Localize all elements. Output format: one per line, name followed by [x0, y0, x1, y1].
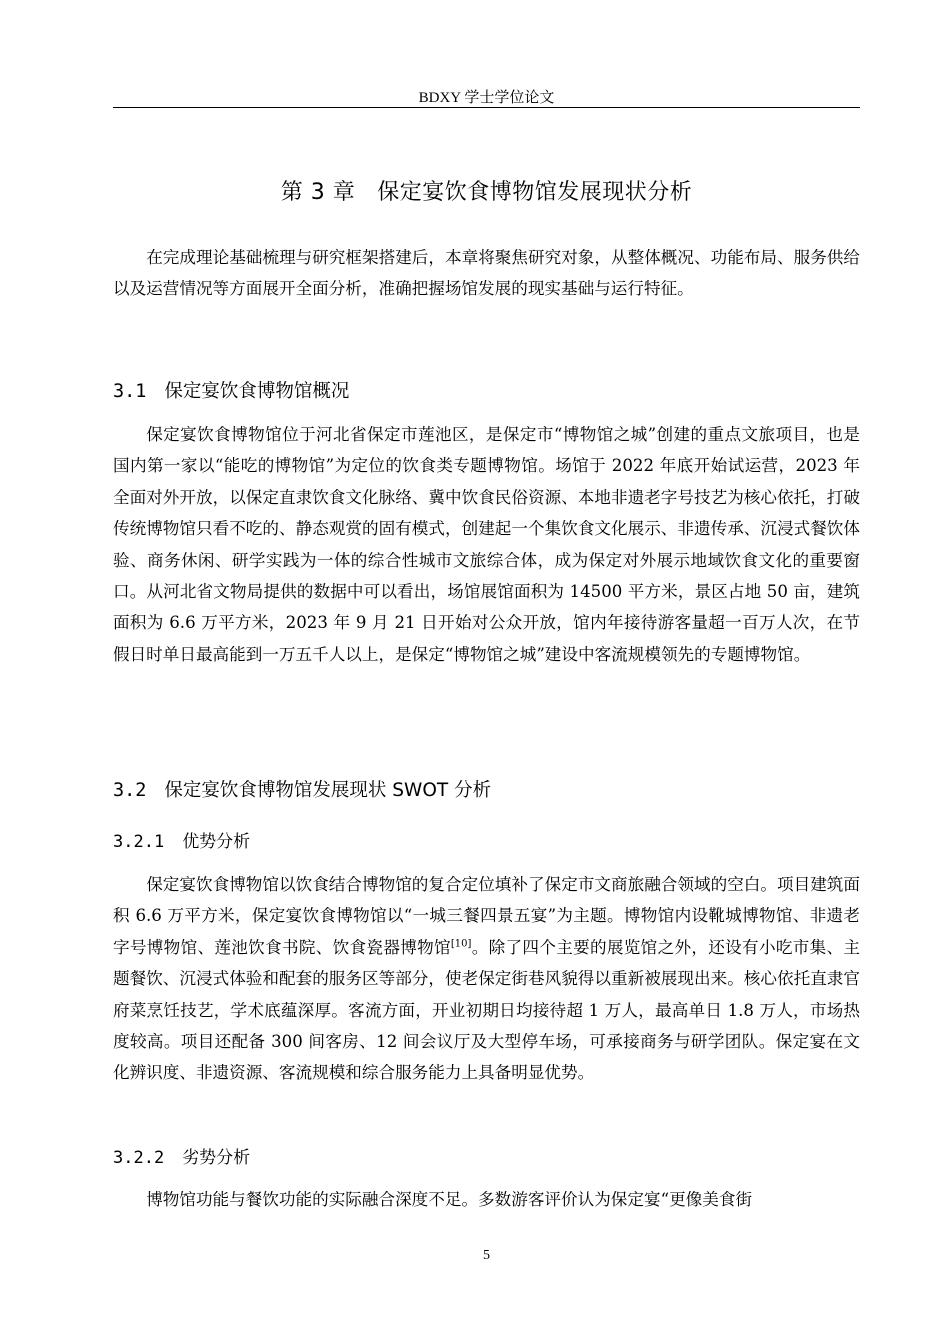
subsection-title: 劣势分析 [182, 1148, 251, 1168]
chapter-number: 第 3 章 [280, 180, 356, 205]
paragraph-text: 保定宴饮食博物馆以饮食结合博物馆的复合定位填补了保定市文商旅融合领域的空白。项目建筑面积 6.6 万平方米，保定宴饮食博物馆以“一城三餐四景五宴”为主题。博物馆内设靴城博物馆、非遗老字号博物馆、莲池饮食书院、饮食瓷器博物馆 [113, 875, 860, 957]
section-3-2-2-paragraph: 博物馆功能与餐饮功能的实际融合深度不足。多数游客评价认为保定宴“更像美食街 [146, 1190, 753, 1209]
chapter-title [113, 176, 860, 210]
chapter-title-text: 保定宴饮食博物馆发展现状分析 [377, 180, 693, 205]
subsection-number: 3.2.1 [113, 832, 165, 852]
section-heading-3-2 [113, 776, 860, 806]
section-title: 保定宴饮食博物馆发展现状 SWOT 分析 [164, 780, 492, 801]
citation-reference: [10] [450, 938, 472, 950]
section-title: 保定宴饮食博物馆概况 [164, 381, 350, 402]
subsection-heading-3-2-1 [113, 827, 860, 857]
paragraph-text: 。除了四个主要的展览馆之外，还设有小吃市集、主题餐饮、沉浸式体验和配套的服务区等部分，使老保定街巷风貌得以重新被展现出来。核心依托直隶官府菜烹饪技艺，学术底蕴深厚。客流方面，开业初期日均接待超 1 万人，最高单日 1.8 万人，市场热度较高。项目还配备 300 间客房、12 间会议厅及大型停车场，可承接商务与研学团队。保定宴在文化辨识度、非遗资源、客流规模和综合服务能力上具备明显优势。 [113, 937, 861, 1083]
section-number: 3.1 [113, 381, 147, 402]
running-header: BDXY 学士学位论文 [418, 90, 555, 106]
section-3-1-paragraph: 保定宴饮食博物馆位于河北省保定市莲池区，是保定市“博物馆之城”创建的重点文旅项目，也是国内第一家以“能吃的博物馆”为定位的饮食类专题博物馆。场馆于 2022 年底开始试运营，2023 年全面对外开放，以保定直隶饮食文化脉络、冀中饮食民俗资源、本地非遗老字号技艺为核心依托，打破传统博物馆只看不吃的、静态观赏的固有模式，创建起一个集饮食文化展示、非遗传承、沉浸式餐饮体验、商务休闲、研学实践为一体的综合性城市文旅综合体，成为保定对外展示地域饮食文化的重要窗口。从河北省文物局提供的数据中可以看出，场馆展馆面积为 14500 平方米，景区占地 50 亩，建筑面积为 6.6 万平方米，2023 年 9 月 21 日开始对公众开放，馆内年接待游客量超一百万人次，在节假日时单日最高能到一万五千人以上，是保定“博物馆之城”建设中客流规模领先的专题博物馆。 [113, 425, 860, 664]
subsection-title: 优势分析 [182, 832, 251, 852]
header-rule [113, 107, 860, 108]
section-3-2-1-paragraph [113, 869, 860, 1089]
section-number: 3.2 [113, 780, 147, 801]
page-number: 5 [483, 1248, 490, 1263]
section-heading-3-1 [113, 377, 860, 407]
subsection-number: 3.2.2 [113, 1148, 165, 1168]
subsection-heading-3-2-2 [113, 1143, 860, 1173]
intro-paragraph: 在完成理论基础梳理与研究框架搭建后，本章将聚焦研究对象，从整体概况、功能布局、服务供给以及运营情况等方面展开全面分析，准确把握场馆发展的现实基础与运行特征。 [113, 248, 860, 299]
